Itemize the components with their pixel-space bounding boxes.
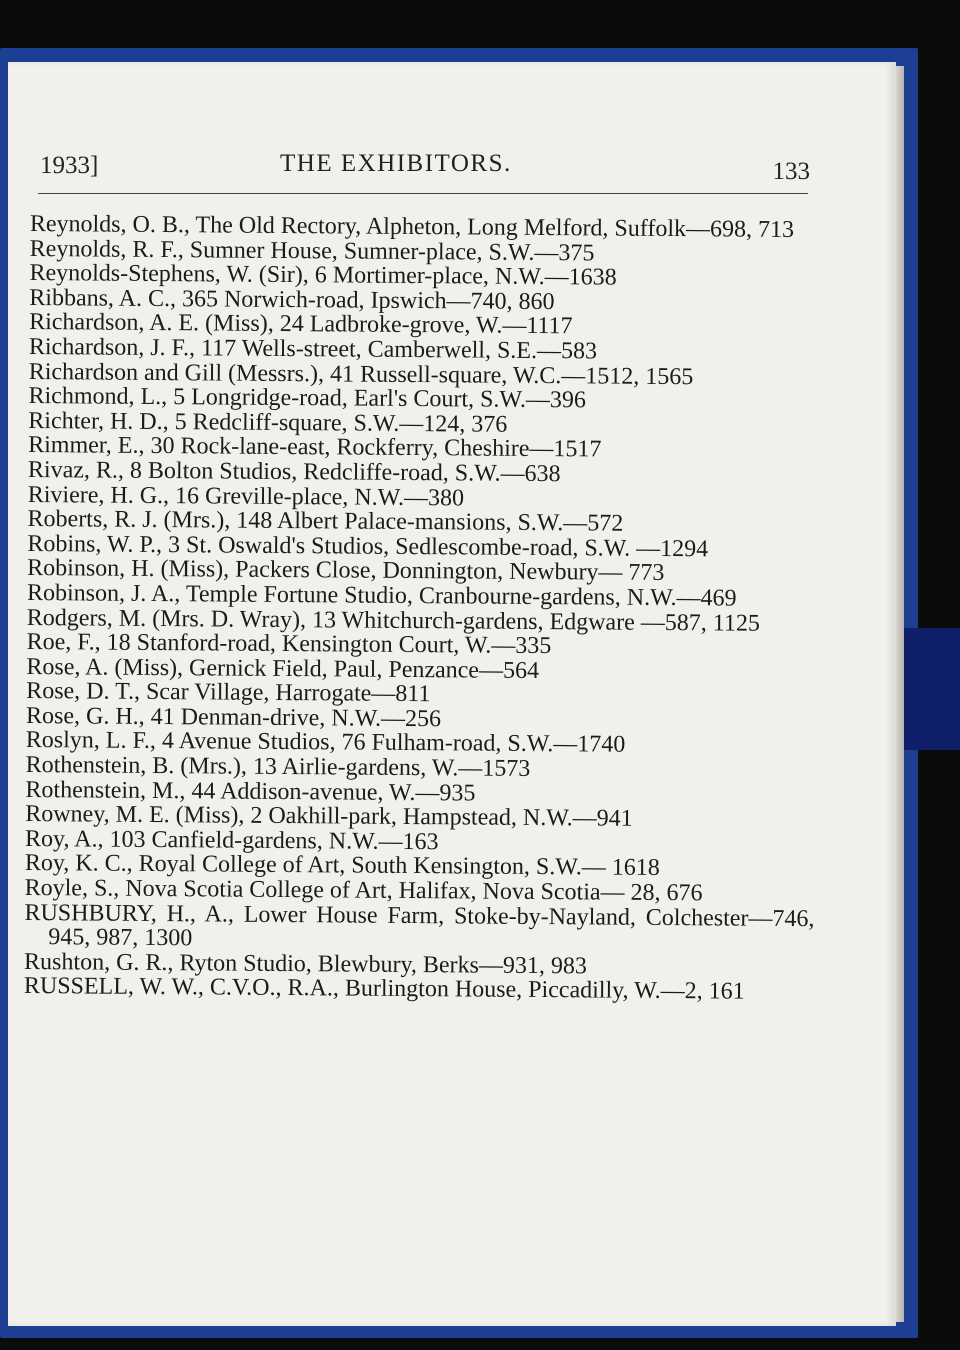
list-item: Robinson, J. A., Temple Fortune Studio, Cranbourne-gardens, N.W.—469	[26, 579, 737, 612]
list-item: Rose, A. (Miss), Gernick Field, Paul, Penzance—564	[26, 653, 540, 684]
list-item: Rushton, G. R., Ryton Studio, Blewbury, Berks—931, 983	[24, 948, 588, 980]
exhibitor-list	[24, 212, 820, 1005]
list-item: Rose, G. H., 41 Denman-drive, N.W.—256	[25, 702, 442, 733]
list-item: Rowney, M. E. (Miss), 2 Oakhill-park, Hampstead, N.W.—941	[25, 801, 633, 833]
list-item: Rivaz, R., 8 Bolton Studios, Redcliffe-road, S.W.—638	[27, 456, 561, 488]
list-item: Roy, A., 103 Canfield-gardens, N.W.—163	[24, 825, 439, 856]
list-item: Rothenstein, B. (Mrs.), 13 Airlie-gardens, W.—1573	[25, 752, 531, 783]
list-item: Richardson, A. E. (Miss), 24 Ladbroke-grove, W.—1117	[29, 309, 573, 340]
list-item: Riviere, H. G., 16 Greville-place, N.W.—380	[27, 481, 465, 511]
page-edges	[896, 66, 904, 1322]
list-item: Roe, F., 18 Stanford-road, Kensington Court, W.—335	[26, 629, 552, 660]
list-item: Ribbans, A. C., 365 Norwich-road, Ipswich—740, 860	[29, 284, 555, 315]
list-item: Rimmer, E., 30 Rock-lane-east, Rockferry, Cheshire—1517	[28, 432, 602, 463]
list-item: Richter, H. D., 5 Redcliff-square, S.W.—124, 376	[28, 407, 508, 438]
list-item: Rothenstein, M., 44 Addison-avenue, W.—935	[25, 776, 476, 807]
header-rule	[38, 193, 808, 194]
list-item: Rodgers, M. (Mrs. D. Wray), 13 Whitchurch-gardens, Edgware —587, 1125	[26, 604, 761, 637]
list-item: Richardson, J. F., 117 Wells-street, Camberwell, S.E.—583	[28, 333, 598, 365]
list-item: RUSSELL, W. W., C.V.O., R.A., Burlington House, Piccadilly, W.—2, 161	[23, 973, 745, 1006]
list-item: RUSHBURY, H., A., Lower House Farm, Stoke-by-Nayland, Colchester—746, 945, 987, 1300	[24, 899, 815, 952]
list-item: Richardson and Gill (Messrs.), 41 Russell-square, W.C.—1512, 1565	[28, 358, 694, 390]
page-number: 133	[772, 158, 810, 185]
list-item: Robins, W. P., 3 St. Oswald's Studios, Sedlescombe-road, S.W. —1294	[27, 530, 709, 563]
list-item: Reynolds, O. B., The Old Rectory, Alpheton, Long Melford, Suffolk—698, 713	[29, 211, 795, 244]
list-item: Roberts, R. J. (Mrs.), 148 Albert Palace-mansions, S.W.—572	[27, 506, 624, 537]
list-item: Roy, K. C., Royal College of Art, South Kensington, S.W.— 1618	[24, 850, 660, 882]
list-item: Rose, D. T., Scar Village, Harrogate—811	[26, 678, 431, 708]
list-item: Robinson, H. (Miss), Packers Close, Donnington, Newbury— 773	[27, 555, 665, 587]
list-item: Roslyn, L. F., 4 Avenue Studios, 76 Fulham-road, S.W.—1740	[25, 727, 626, 759]
list-item: Reynolds, R. F., Sumner House, Sumner-place, S.W.—375	[29, 235, 595, 267]
header-year: 1933]	[40, 152, 99, 179]
list-item: Royle, S., Nova Scotia College of Art, Halifax, Nova Scotia— 28, 676	[24, 875, 703, 907]
list-item: Richmond, L., 5 Longridge-road, Earl's Court, S.W.—396	[28, 383, 587, 414]
header-title: THE EXHIBITORS.	[280, 150, 512, 177]
running-header	[40, 148, 810, 188]
list-item: Reynolds-Stephens, W. (Sir), 6 Mortimer-place, N.W.—1638	[29, 260, 617, 291]
